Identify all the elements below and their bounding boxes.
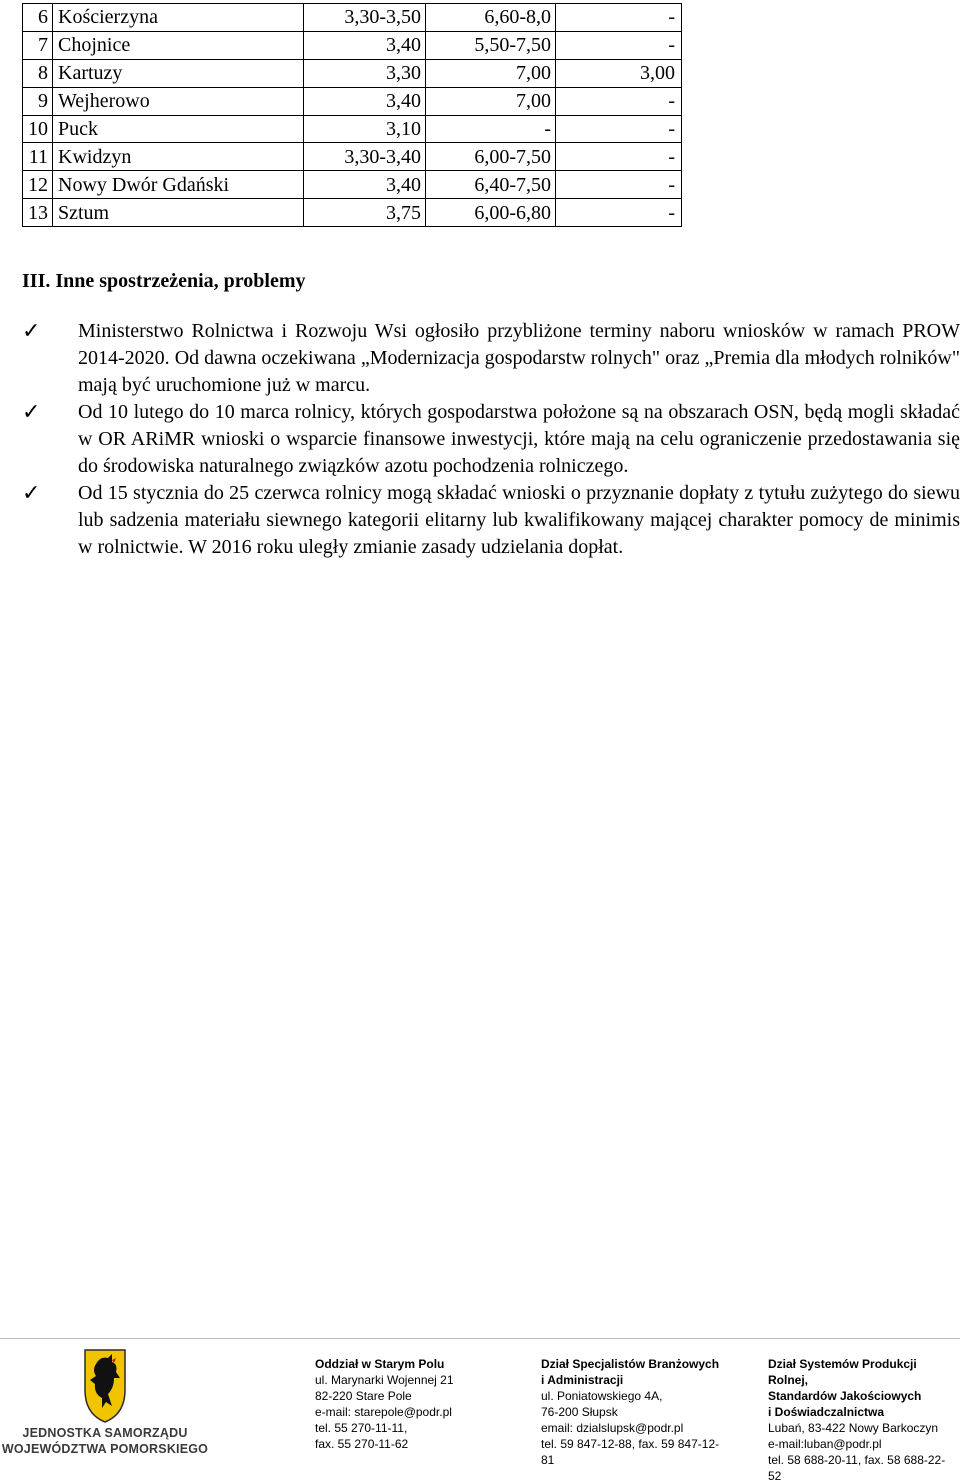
- price-a: 3,75: [304, 199, 426, 227]
- town-name: Nowy Dwór Gdański: [53, 171, 304, 199]
- price-a: 3,40: [304, 87, 426, 115]
- town-name: Kościerzyna: [53, 4, 304, 32]
- price-a: 3,30: [304, 59, 426, 87]
- griffin-emblem-icon: [0, 1344, 210, 1424]
- footer-column-heading: Dział Specjalistów Branżowych: [541, 1357, 720, 1371]
- footer-column-luban: [768, 1356, 958, 1484]
- price-a: 3,10: [304, 115, 426, 143]
- checkmark-icon: ✓: [22, 400, 41, 425]
- bullet-text: Ministerstwo Rolnictwa i Rozwoju Wsi ogłosiło przybliżone terminy naboru wniosków w ramach PROW 2014-2020. Od dawna oczekiwana „Modernizacja gospodarstw rolnych" oraz „Premia dla młodych rolników" mają być uruchomione już w marcu.: [78, 320, 960, 396]
- price-table: [22, 3, 682, 227]
- table-row: [23, 171, 682, 199]
- table-row: [23, 4, 682, 32]
- row-number: 8: [23, 59, 53, 87]
- footer-line: Lubań, 83-422 Nowy Barkoczyn: [768, 1421, 939, 1435]
- price-c: -: [556, 4, 682, 32]
- bullet-list: [22, 318, 960, 561]
- table-row: [23, 87, 682, 115]
- footer-column-heading: Dział Systemów Produkcji Rolnej,: [768, 1357, 917, 1387]
- price-a: 3,40: [304, 31, 426, 59]
- row-number: 13: [23, 199, 53, 227]
- price-b: 7,00: [426, 59, 556, 87]
- footer-line: ul. Marynarki Wojennej 21: [315, 1373, 454, 1387]
- town-name: Puck: [53, 115, 304, 143]
- footer-column-heading: i Doświadczalnictwa: [768, 1405, 885, 1419]
- logo-line-2: WOJEWÓDZTWA POMORSKIEGO: [1, 1442, 209, 1456]
- footer-line: ul. Poniatowskiego 4A,: [541, 1389, 663, 1403]
- footer-column-heading: i Administracji: [541, 1373, 624, 1387]
- table-row: [23, 115, 682, 143]
- footer-email: e-mail:luban@podr.pl: [768, 1437, 882, 1451]
- checkmark-icon: ✓: [22, 481, 41, 506]
- section-title: III. Inne spostrzeżenia, problemy: [22, 270, 306, 292]
- row-number: 7: [23, 31, 53, 59]
- price-c: -: [556, 115, 682, 143]
- town-name: Kwidzyn: [53, 143, 304, 171]
- bullet-text: Od 10 lutego do 10 marca rolnicy, których gospodarstwa położone są na obszarach OSN, będą mogli składać w OR ARiMR wnioski o wsparcie finansowe inwestycji, które mają na celu ograniczenie przedostawania się do środowiska naturalnego związków azotu pochodzenia rolniczego.: [78, 401, 960, 477]
- price-c: -: [556, 31, 682, 59]
- table-row: [23, 31, 682, 59]
- price-a: 3,40: [304, 171, 426, 199]
- town-name: Kartuzy: [53, 59, 304, 87]
- price-b: 7,00: [426, 87, 556, 115]
- footer-line: fax. 55 270-11-62: [315, 1437, 409, 1451]
- price-b: 6,40-7,50: [426, 171, 556, 199]
- footer-email: email: dzialslupsk@podr.pl: [541, 1421, 684, 1435]
- town-name: Wejherowo: [53, 87, 304, 115]
- bullet-item: [22, 318, 960, 399]
- town-name: Chojnice: [53, 31, 304, 59]
- row-number: 12: [23, 171, 53, 199]
- footer-column-slupsk: [541, 1356, 731, 1468]
- footer-column-heading: Standardów Jakościowych: [768, 1389, 922, 1403]
- price-c: -: [556, 143, 682, 171]
- footer-divider: [0, 1338, 960, 1339]
- logo-line-1: JEDNOSTKA SAMORZĄDU: [22, 1426, 188, 1440]
- price-c: 3,00: [556, 59, 682, 87]
- footer-line: 81: [541, 1453, 555, 1467]
- price-c: -: [556, 199, 682, 227]
- price-b: 6,00-7,50: [426, 143, 556, 171]
- town-name: Sztum: [53, 199, 304, 227]
- price-b: -: [426, 115, 556, 143]
- bullet-item: [22, 399, 960, 480]
- footer-line: 82-220 Stare Pole: [315, 1389, 412, 1403]
- price-c: -: [556, 171, 682, 199]
- row-number: 10: [23, 115, 53, 143]
- table-row: [23, 199, 682, 227]
- footer-line: tel. 55 270-11-11,: [315, 1421, 408, 1435]
- row-number: 11: [23, 143, 53, 171]
- footer-column-stare-pole: [315, 1356, 515, 1452]
- table-row: [23, 59, 682, 87]
- price-a: 3,30-3,40: [304, 143, 426, 171]
- footer-line: tel. 59 847-12-88, fax. 59 847-12-: [541, 1437, 720, 1451]
- price-a: 3,30-3,50: [304, 4, 426, 32]
- checkmark-icon: ✓: [22, 319, 41, 344]
- logo: [0, 1344, 210, 1462]
- price-c: -: [556, 87, 682, 115]
- price-b: 6,00-6,80: [426, 199, 556, 227]
- footer-email: e-mail: starepole@podr.pl: [315, 1405, 452, 1419]
- table-row: [23, 143, 682, 171]
- row-number: 6: [23, 4, 53, 32]
- bullet-item: [22, 480, 960, 561]
- row-number: 9: [23, 87, 53, 115]
- footer-column-heading: Oddział w Starym Polu: [315, 1357, 445, 1371]
- bullet-text: Od 15 stycznia do 25 czerwca rolnicy mogą składać wnioski o przyznanie dopłaty z tytułu zużytego do siewu lub sadzenia materiału siewnego kategorii elitarny lub kwalifikowany mającej charakter pomocy de minimis w rolnictwie. W 2016 roku uległy zmianie zasady udzielania dopłat.: [78, 482, 960, 558]
- footer-line: 76-200 Słupsk: [541, 1405, 618, 1419]
- price-b: 5,50-7,50: [426, 31, 556, 59]
- footer-line: tel. 58 688-20-11, fax. 58 688-22-52: [768, 1453, 946, 1483]
- price-b: 6,60-8,0: [426, 4, 556, 32]
